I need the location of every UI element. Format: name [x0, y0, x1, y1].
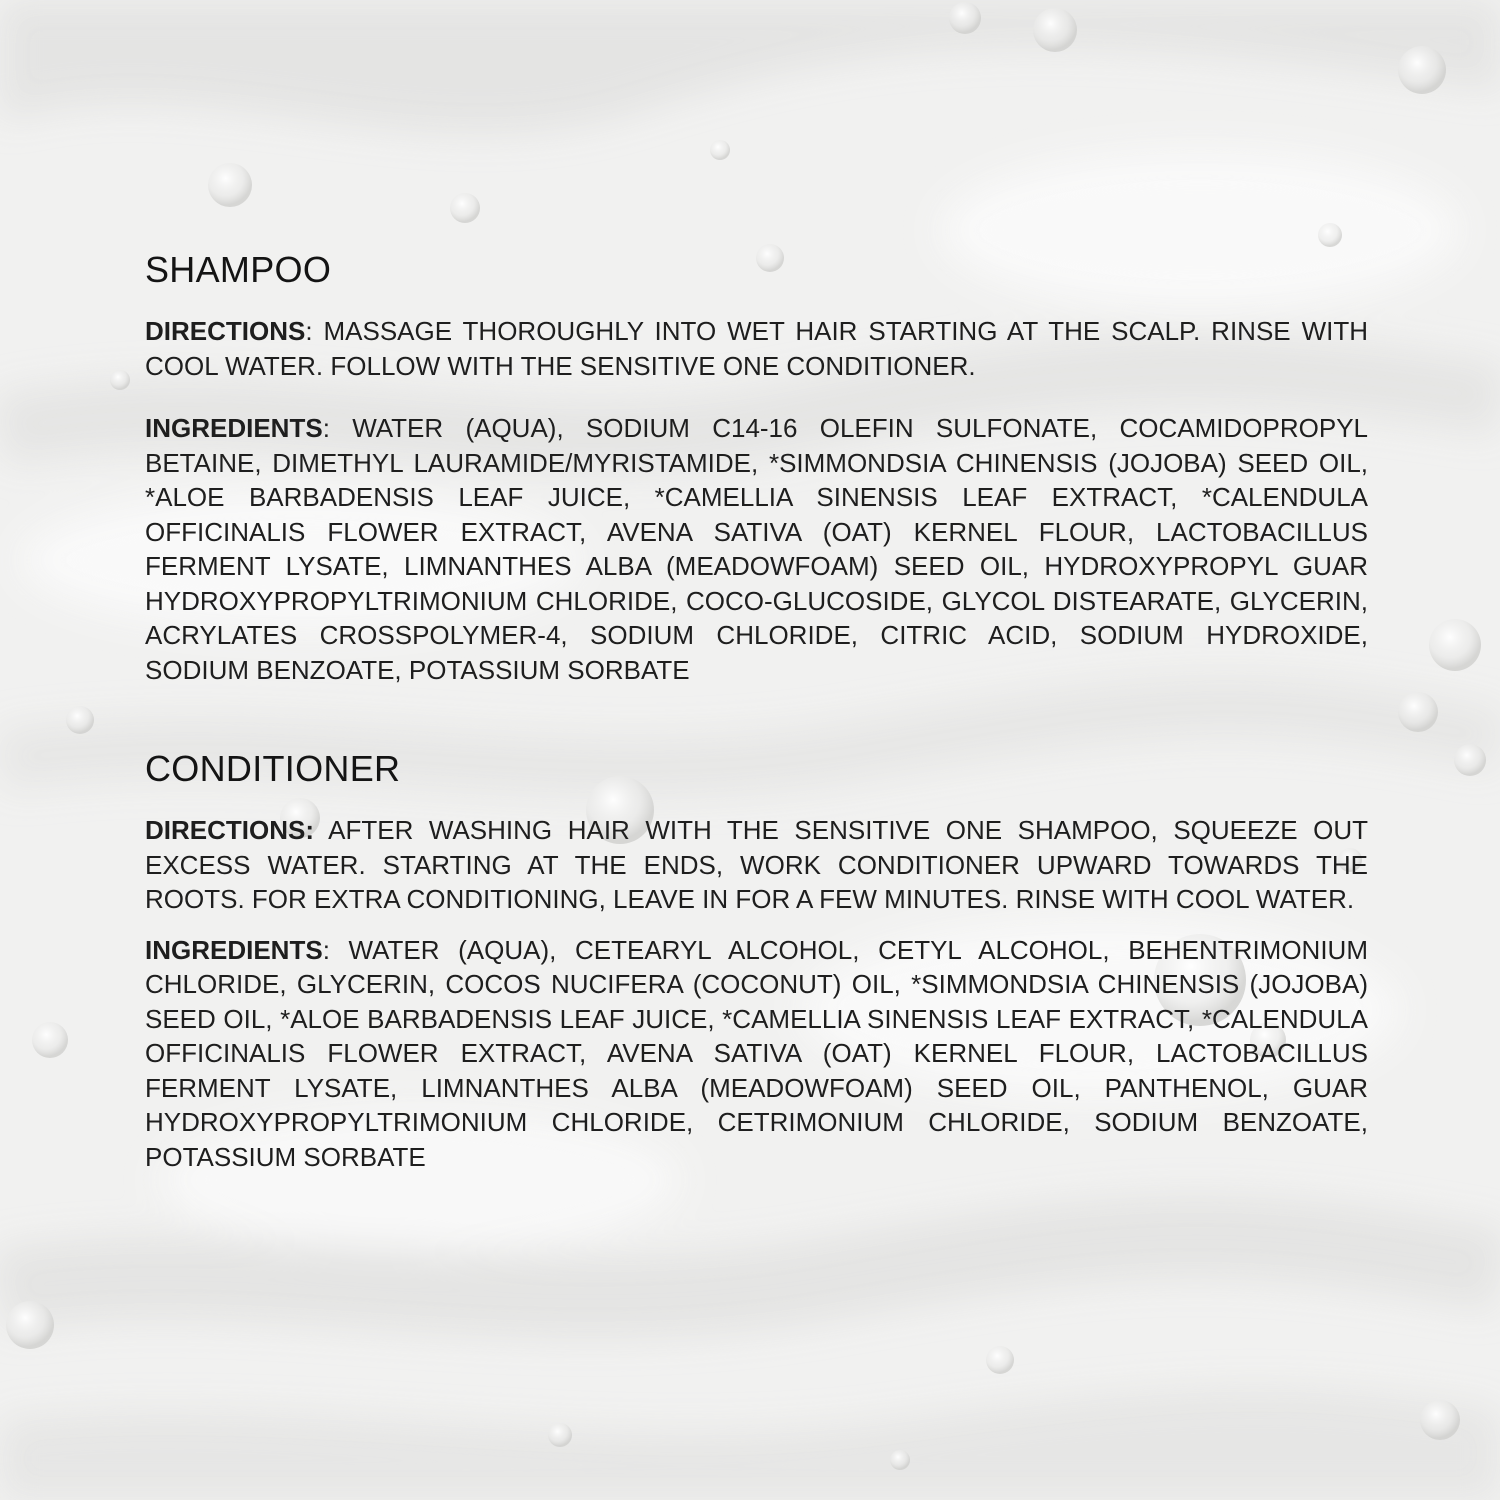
conditioner-ingredients-text: WATER (AQUA), CETEARYL ALCOHOL, CETYL ALCOHOL, BEHENTRIMONIUM CHLORIDE, GLYCERIN, COCOS NUCIFERA (COCONUT) OIL, *SIMMONDSIA CHINENSIS (JOJOBA) SEED OIL, *ALOE BARBADENSIS LEAF JUICE, *CAMELLIA SINENSIS LEAF EXTRACT, *CALENDULA OFFICINALIS FLOWER EXTRACT, AVENA SATIVA (OAT) KERNEL FLOUR, LACTOBACILLUS FERMENT LYSATE, LIMNANTHES ALBA (MEADOWFOAM) SEED OIL, PANTHENOL, GUAR HYDROXYPROPYLTRIMONIUM CHLORIDE, CETRIMONIUM CHLORIDE, SODIUM BENZOATE, POTASSIUM SORBATE [145, 934, 1368, 1172]
shampoo-heading: SHAMPOO [145, 249, 332, 290]
conditioner-heading: CONDITIONER [145, 748, 401, 789]
shampoo-ingredients-separator: : [322, 413, 353, 443]
conditioner-directions [145, 813, 1368, 917]
shampoo-ingredients-text: WATER (AQUA), SODIUM C14-16 OLEFIN SULFONATE, COCAMIDOPROPYL BETAINE, DIMETHYL LAURAMIDE/MYRISTAMIDE, *SIMMONDSIA CHINENSIS (JOJOBA) SEED OIL, *ALOE BARBADENSIS LEAF JUICE, *CAMELLIA SINENSIS LEAF EXTRACT, *CALENDULA OFFICINALIS FLOWER EXTRACT, AVENA SATIVA (OAT) KERNEL FLOUR, LACTOBACILLUS FERMENT LYSATE, LIMNANTHES ALBA (MEADOWFOAM) SEED OIL, HYDROXYPROPYL GUAR HYDROXYPROPYLTRIMONIUM CHLORIDE, COCO-GLUCOSIDE, GLYCOL DISTEARATE, GLYCERIN, ACRYLATES CROSSPOLYMER-4, SODIUM CHLORIDE, CITRIC ACID, SODIUM HYDROXIDE, SODIUM BENZOATE, POTASSIUM SORBATE [145, 413, 1368, 685]
conditioner-ingredients [145, 933, 1368, 1175]
conditioner-ingredients-separator: : [322, 934, 349, 965]
shampoo-directions-label: DIRECTIONS [145, 316, 306, 346]
conditioner-directions-text: AFTER WASHING HAIR WITH THE SENSITIVE ONE SHAMPOO, SQUEEZE OUT EXCESS WATER. STARTING AT THE ENDS, WORK CONDITIONER UPWARD TOWARDS THE ROOTS. FOR EXTRA CONDITIONING, LEAVE IN FOR A FEW MINUTES. RINSE WITH COOL WATER. [145, 815, 1369, 914]
product-info-panel [145, 248, 1368, 1174]
conditioner-directions-separator [314, 815, 328, 845]
conditioner-directions-label: DIRECTIONS: [145, 815, 314, 845]
shampoo-directions-text: MASSAGE THOROUGHLY INTO WET HAIR STARTING AT THE SCALP. RINSE WITH COOL WATER. FOLLOW WITH THE SENSITIVE ONE CONDITIONER. [145, 316, 1368, 381]
shampoo-directions-separator: : [305, 316, 324, 346]
shampoo-directions [145, 314, 1368, 383]
conditioner-ingredients-label: INGREDIENTS [145, 934, 323, 965]
shampoo-ingredients-label: INGREDIENTS [145, 413, 323, 443]
shampoo-ingredients [145, 411, 1368, 687]
